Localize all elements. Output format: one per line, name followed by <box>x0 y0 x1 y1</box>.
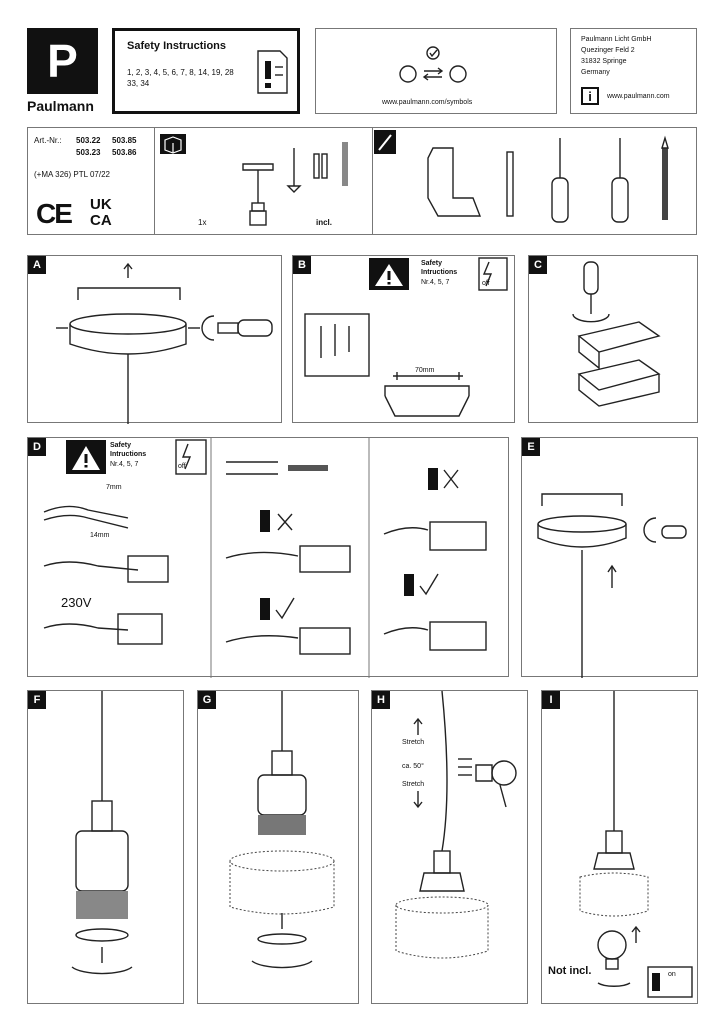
step-e-label: E <box>522 438 540 456</box>
step-d-safety-1: Safety <box>110 442 132 449</box>
logo-letter: P <box>47 35 78 87</box>
step-d-wiring <box>28 438 510 678</box>
step-c-label: C <box>529 256 547 274</box>
step-h-panel <box>371 690 528 1004</box>
incl-label: incl. <box>316 218 333 227</box>
step-c-panel <box>528 255 698 423</box>
step-e-illustration <box>522 438 699 678</box>
step-b-pages: Nr.4, 5, 7 <box>421 279 450 286</box>
step-d-panel <box>27 437 509 677</box>
tools-icon <box>28 128 698 236</box>
safety-title: Safety Instructions <box>127 40 227 52</box>
article-no-2: 503.85 <box>112 136 137 145</box>
article-class: (+MA 326) PTL 07/22 <box>34 170 110 179</box>
step-d-label: D <box>28 438 46 456</box>
document-warning-icon <box>115 31 303 117</box>
info-icon: i <box>581 87 599 105</box>
strip-length-14mm: 14mm <box>90 532 110 539</box>
symbols-box <box>315 28 557 114</box>
step-h-illustration <box>372 691 529 1005</box>
article-no-3: 503.23 <box>76 148 101 157</box>
step-a-illustration <box>28 256 283 424</box>
step-h-label: H <box>372 691 390 709</box>
article-no-4: 503.86 <box>112 148 137 157</box>
step-b-panel <box>292 255 515 423</box>
step-d-pages: Nr.4, 5, 7 <box>110 461 139 468</box>
step-b-off: off <box>482 280 490 287</box>
ukca-mark-top: UK <box>90 196 112 213</box>
power-on-label: on <box>668 971 676 978</box>
step-g-panel <box>197 690 359 1004</box>
company-url[interactable]: www.paulmann.com <box>607 93 670 100</box>
stretch-label-bottom: Stretch <box>402 781 425 788</box>
logo-mark <box>27 28 98 94</box>
ukca-mark-bottom: CA <box>90 212 112 229</box>
stretch-label-top: Stretch <box>402 739 425 746</box>
step-e-panel <box>521 437 698 677</box>
company-street: Quezinger Feld 2 <box>581 47 635 54</box>
strip-length-7mm: 7mm <box>106 484 122 491</box>
step-b-safety-1: Safety <box>421 260 443 267</box>
step-d-off: off <box>178 463 186 470</box>
step-g-label: G <box>198 691 216 709</box>
article-label: Art.-Nr.: <box>34 136 62 145</box>
symbols-url[interactable]: www.paulmann.com/symbols <box>382 99 473 106</box>
qty-label: 1x <box>198 218 207 227</box>
step-c-illustration <box>529 256 699 424</box>
company-country: Germany <box>581 69 610 76</box>
angle-label: ca. 50° <box>402 763 424 770</box>
step-b-measure: 70mm <box>415 367 435 374</box>
step-f-illustration <box>28 691 185 1005</box>
step-b-label: B <box>293 256 311 274</box>
not-included-label: Not incl. <box>548 965 592 977</box>
step-b-illustration <box>293 256 516 424</box>
step-i-label: I <box>542 691 560 709</box>
step-a-panel <box>27 255 282 423</box>
voltage-label: 230V <box>61 595 92 610</box>
company-city: 31832 Springe <box>581 58 627 65</box>
step-d-safety-2: Intructions <box>110 451 147 458</box>
brand-logo <box>27 28 98 118</box>
step-b-safety-2: Intructions <box>421 269 458 276</box>
article-no-1: 503.22 <box>76 136 101 145</box>
safety-pages-2: 33, 34 <box>127 79 150 88</box>
step-i-illustration <box>542 691 699 1005</box>
step-a-label: A <box>28 256 46 274</box>
ce-mark: CE <box>36 198 71 229</box>
safety-pages-1: 1, 2, 3, 4, 5, 6, 7, 8, 14, 19, 28 <box>127 68 234 77</box>
step-f-panel <box>27 690 184 1004</box>
company-box <box>570 28 697 114</box>
step-f-label: F <box>28 691 46 709</box>
article-box <box>27 127 697 235</box>
safety-instructions-box <box>112 28 300 114</box>
company-name: Paulmann Licht GmbH <box>581 36 652 43</box>
brand-name: Paulmann <box>27 98 94 114</box>
step-g-illustration <box>198 691 360 1005</box>
step-i-panel <box>541 690 698 1004</box>
